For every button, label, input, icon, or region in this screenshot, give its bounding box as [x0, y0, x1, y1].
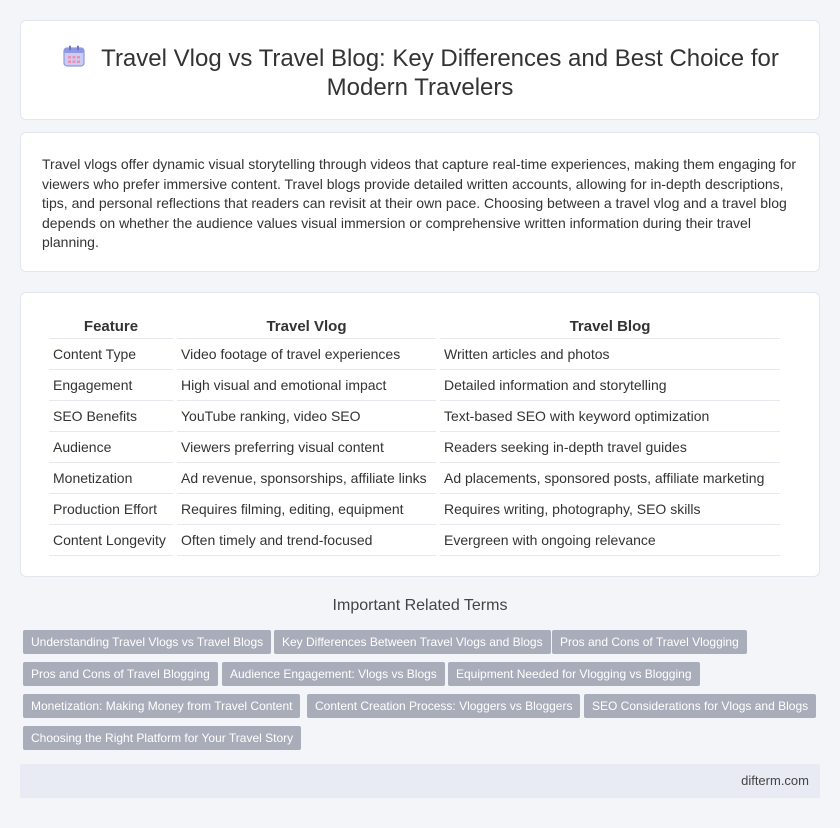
table-cell: Audience	[49, 432, 173, 463]
footer-site[interactable]: difterm.com	[741, 773, 809, 788]
table-row	[49, 525, 780, 556]
comparison-table-card	[20, 292, 820, 577]
header-feature: Feature	[49, 315, 173, 339]
calendar-icon	[61, 43, 87, 69]
table-cell: Requires filming, editing, equipment	[177, 494, 436, 525]
related-tag[interactable]: Choosing the Right Platform for Your Travel Story	[23, 726, 301, 750]
table-row	[49, 463, 780, 494]
table-cell: Often timely and trend-focused	[177, 525, 436, 556]
table-cell: Engagement	[49, 370, 173, 401]
table-cell: Content Type	[49, 339, 173, 370]
related-tag[interactable]: SEO Considerations for Vlogs and Blogs	[584, 694, 816, 718]
related-tag[interactable]: Content Creation Process: Vloggers vs Bloggers	[307, 694, 580, 718]
table-cell: SEO Benefits	[49, 401, 173, 432]
page-title: Travel Vlog vs Travel Blog: Key Differences and Best Choice for Modern Travelers	[101, 45, 779, 101]
table-cell: Production Effort	[49, 494, 173, 525]
related-tag[interactable]: Key Differences Between Travel Vlogs and Blogs	[274, 630, 551, 654]
table-cell: Video footage of travel experiences	[177, 339, 436, 370]
table-row	[49, 339, 780, 370]
table-cell: High visual and emotional impact	[177, 370, 436, 401]
comparison-table	[45, 315, 784, 556]
table-cell: Requires writing, photography, SEO skills	[440, 494, 780, 525]
table-cell: Content Longevity	[49, 525, 173, 556]
header-travel-vlog: Travel Vlog	[177, 315, 436, 339]
table-row	[49, 370, 780, 401]
related-tag[interactable]: Equipment Needed for Vlogging vs Blogging	[448, 662, 700, 686]
footer	[20, 764, 820, 798]
table-cell: Readers seeking in-depth travel guides	[440, 432, 780, 463]
table-cell: Viewers preferring visual content	[177, 432, 436, 463]
table-cell: Written articles and photos	[440, 339, 780, 370]
table-header-row	[49, 315, 780, 339]
table-cell: Text-based SEO with keyword optimization	[440, 401, 780, 432]
related-tag[interactable]: Pros and Cons of Travel Blogging	[23, 662, 218, 686]
table-row	[49, 401, 780, 432]
table-cell: Evergreen with ongoing relevance	[440, 525, 780, 556]
intro-card	[20, 132, 820, 272]
table-cell: Ad revenue, sponsorships, affiliate links	[177, 463, 436, 494]
related-tag[interactable]: Audience Engagement: Vlogs vs Blogs	[222, 662, 445, 686]
title-wrap	[61, 43, 779, 102]
table-cell: YouTube ranking, video SEO	[177, 401, 436, 432]
related-tag[interactable]: Monetization: Making Money from Travel Content	[23, 694, 300, 718]
related-tag[interactable]: Understanding Travel Vlogs vs Travel Blogs	[23, 630, 271, 654]
table-row	[49, 494, 780, 525]
related-tag[interactable]: Pros and Cons of Travel Vlogging	[552, 630, 747, 654]
related-terms-heading: Important Related Terms	[332, 597, 508, 614]
table-row	[49, 432, 780, 463]
table-cell: Monetization	[49, 463, 173, 494]
header-card	[20, 20, 820, 120]
table-cell: Ad placements, sponsored posts, affiliate marketing	[440, 463, 780, 494]
header-travel-blog: Travel Blog	[440, 315, 780, 339]
intro-paragraph: Travel vlogs offer dynamic visual storytelling through videos that capture real-time experiences, making them engaging for viewers who prefer immersive content. Travel blogs provide detailed written accounts, allowing for in-depth descriptions, tips, and personal reflections that readers can revisit at their own pace. Choosing between a travel vlog and a travel blog depends on whether the audience values visual immersion or comprehensive written information during their travel planning.	[42, 156, 797, 251]
table-cell: Detailed information and storytelling	[440, 370, 780, 401]
